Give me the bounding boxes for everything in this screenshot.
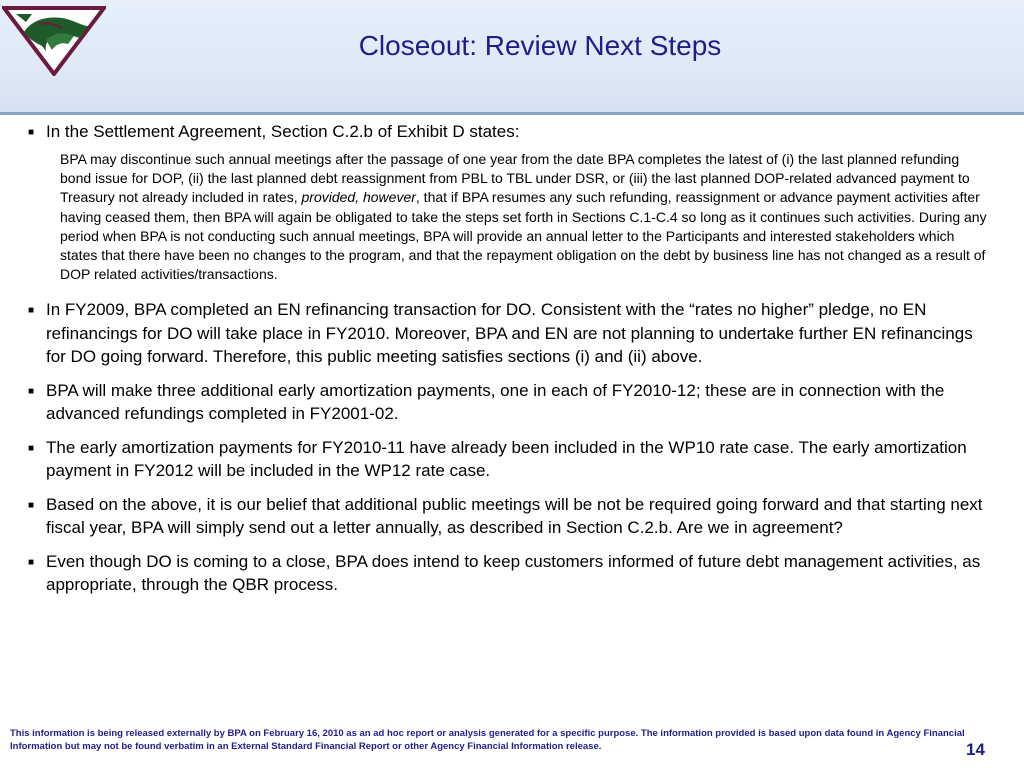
bullet-item bbox=[28, 436, 994, 483]
bullet-item bbox=[28, 550, 994, 597]
quote-text: BPA may discontinue such annual meetings after the passage of one year from the date BPA completes the latest of (i) the last planned refunding bond issue for DOP, (ii) the last planned debt reassignment from PBL to TBL under DSR, or (iii) the last planned DOP-related advanced payment to Treasury not already included in rates, bbox=[60, 151, 970, 206]
bullet-item bbox=[28, 493, 994, 540]
bpa-triangle-logo bbox=[2, 2, 106, 76]
bullet-item bbox=[28, 298, 994, 369]
square-bullet-icon: ■ bbox=[28, 385, 35, 397]
square-bullet-icon: ■ bbox=[28, 556, 35, 568]
release-disclaimer: This information is being released externally by BPA on February 16, 2010 as an ad hoc report or analysis generated for a specific purpose. The information provided is based upon data found in Agency Financial Information but may not be found verbatim in an External Standard Financial Report or other Agency Financial Information release. bbox=[10, 728, 965, 752]
header-divider bbox=[0, 112, 1024, 115]
bullet-item bbox=[28, 120, 994, 145]
bullet-item bbox=[28, 379, 994, 426]
square-bullet-icon: ■ bbox=[28, 499, 35, 511]
quote-italic-text: provided, however bbox=[301, 189, 416, 206]
bullet-text: The early amortization payments for FY2010-11 have already been included in the WP10 rate case. The early amortization payment in FY2012 will be included in the WP12 rate case. bbox=[46, 437, 967, 481]
slide-body bbox=[28, 116, 994, 597]
quote-text-cont: , that if BPA resumes any such refunding, reassignment or advance payment activities after having ceased them, then BPA will again be obligated to take the steps set forth in Sections C.1-C.4 so long as it continues such activities. During any period when BPA is not conducting such annual meetings, BPA will provide an annual letter to the Participants and interested stakeholders which states that there have been no changes to the program, and that the repayment obligation on the debt by business line has not changed as a result of DOP related activities/transactions. bbox=[60, 189, 987, 283]
page-number: 14 bbox=[966, 740, 985, 759]
settlement-quote bbox=[60, 150, 994, 284]
bullet-text: Even though DO is coming to a close, BPA does intend to keep customers informed of future debt management activities, as appropriate, through the QBR process. bbox=[46, 551, 981, 595]
square-bullet-icon: ■ bbox=[28, 127, 35, 138]
bullet-text: BPA will make three additional early amortization payments, one in each of FY2010-12; these are in connection with the advanced refundings completed in FY2001-02. bbox=[46, 380, 945, 424]
bullet-text: Based on the above, it is our belief that additional public meetings will be not be required going forward and that starting next fiscal year, BPA will simply send out a letter annually, as described in Section C.2.b. Are we in agreement? bbox=[46, 494, 983, 538]
bullet-text: In FY2009, BPA completed an EN refinancing transaction for DO. Consistent with the “rates no higher” pledge, no EN refinancings for DO will take place in FY2010. Moreover, BPA and EN are not planning to undertake further EN refinancings for DO going forward. Therefore, this public meeting satisfies sections (i) and (ii) above. bbox=[46, 300, 973, 367]
bullet-text: In the Settlement Agreement, Section C.2.b of Exhibit D states: bbox=[46, 122, 520, 141]
square-bullet-icon: ■ bbox=[28, 305, 35, 317]
slide-title: Closeout: Review Next Steps bbox=[358, 30, 722, 61]
square-bullet-icon: ■ bbox=[28, 442, 35, 454]
